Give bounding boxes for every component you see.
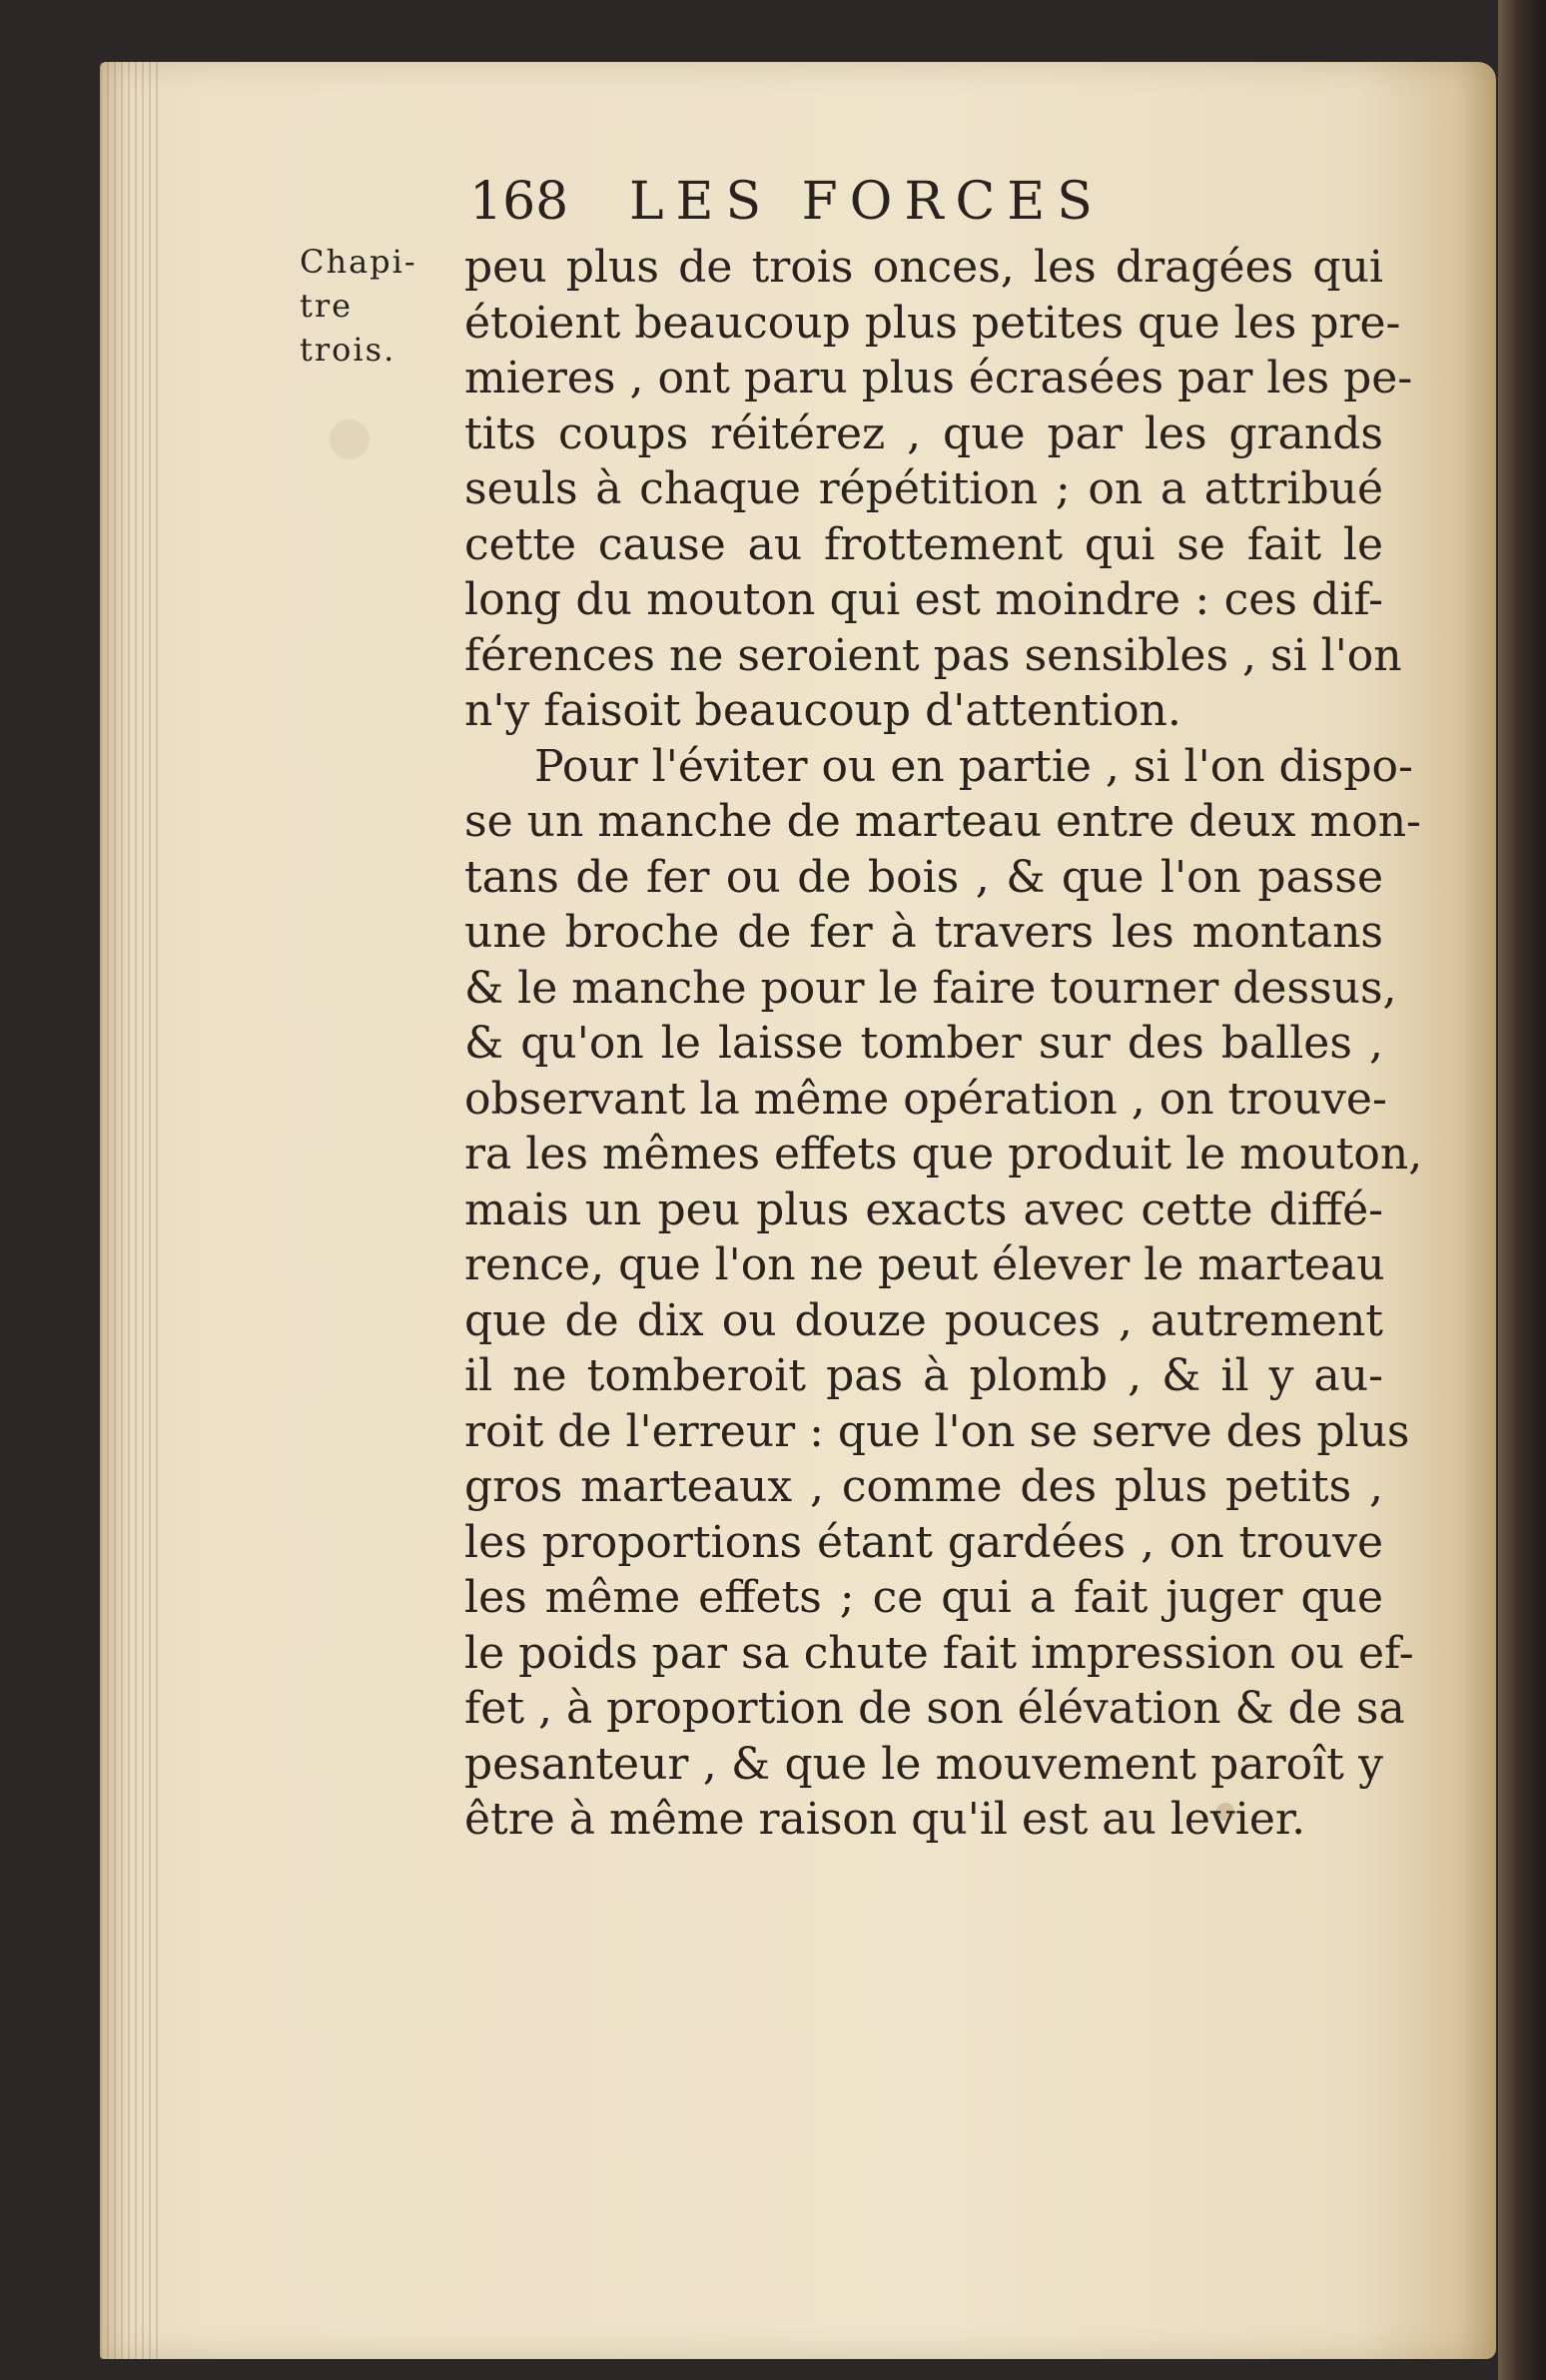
text-line: étoient beaucoup plus petites que les pre- <box>464 297 1401 349</box>
page-number: 168 <box>469 172 569 232</box>
margin-note <box>300 240 449 372</box>
running-title: LES FORCES <box>629 172 1105 232</box>
book-binding <box>1498 0 1546 2380</box>
text-line: que de dix ou douze pouces , autrement <box>464 1294 1383 1346</box>
text-line: il ne tomberoit pas à plomb , & il y au- <box>464 1350 1383 1401</box>
text-line: pesanteur , & que le mouvement paroît y <box>464 1738 1383 1790</box>
text-line: se un manche de marteau entre deux mon- <box>464 796 1421 847</box>
text-line: seuls à chaque répétition ; on a attribué <box>464 463 1383 514</box>
text-line: mieres , ont paru plus écrasées par les pe- <box>464 353 1413 403</box>
text-line: peu plus de trois onces, les dragées qui <box>464 242 1383 293</box>
text-line: férences ne seroient pas sensibles , si l'on <box>464 629 1402 681</box>
text-line: roit de l'erreur : que l'on se serve des plus <box>464 1405 1410 1457</box>
page-edge <box>100 62 160 2359</box>
text-line: être à même raison qu'il est au levier. <box>464 1794 1306 1845</box>
text-line: & le manche pour le faire tourner dessus, <box>464 962 1397 1014</box>
text-line: mais un peu plus exacts avec cette diffé- <box>464 1184 1383 1235</box>
text-line: n'y faisoit beaucoup d'attention. <box>464 685 1181 736</box>
body-text <box>464 240 1423 1848</box>
text-line: le poids par sa chute fait impression ou ef- <box>464 1627 1414 1679</box>
running-head <box>469 172 1188 232</box>
paper-stain <box>330 419 370 459</box>
text-line: long du mouton qui est moindre : ces dif- <box>464 574 1383 625</box>
text-line: les même effets ; ce qui a fait juger que <box>464 1572 1383 1623</box>
text-line: fet , à proportion de son élévation & de sa <box>464 1683 1405 1734</box>
text-line: Pour l'éviter ou en partie , si l'on dispo- <box>534 740 1413 792</box>
margin-note-line: tre <box>300 287 354 325</box>
text-line: tits coups réitérez , que par les grands <box>464 407 1383 459</box>
text-line: & qu'on le laisse tomber sur des balles , <box>464 1018 1383 1069</box>
margin-note-line: trois. <box>300 331 396 369</box>
text-line: une broche de fer à travers les montans <box>464 907 1383 958</box>
text-line: gros marteaux , comme des plus petits , <box>464 1461 1383 1512</box>
paragraph <box>464 240 1413 739</box>
text-line: les proportions étant gardées , on trouve <box>464 1516 1383 1568</box>
text-line: cette cause au frottement qui se fait le <box>464 518 1383 570</box>
margin-note-line: Chapi- <box>300 243 417 281</box>
text-line: ra les mêmes effets que produit le mouton, <box>464 1129 1423 1180</box>
text-line: rence, que l'on ne peut élever le marteau <box>464 1239 1385 1290</box>
text-line: tans de fer ou de bois , & que l'on passe <box>464 851 1383 903</box>
text-line: observant la même opération , on trouve- <box>464 1073 1387 1125</box>
paragraph <box>464 739 1423 1848</box>
